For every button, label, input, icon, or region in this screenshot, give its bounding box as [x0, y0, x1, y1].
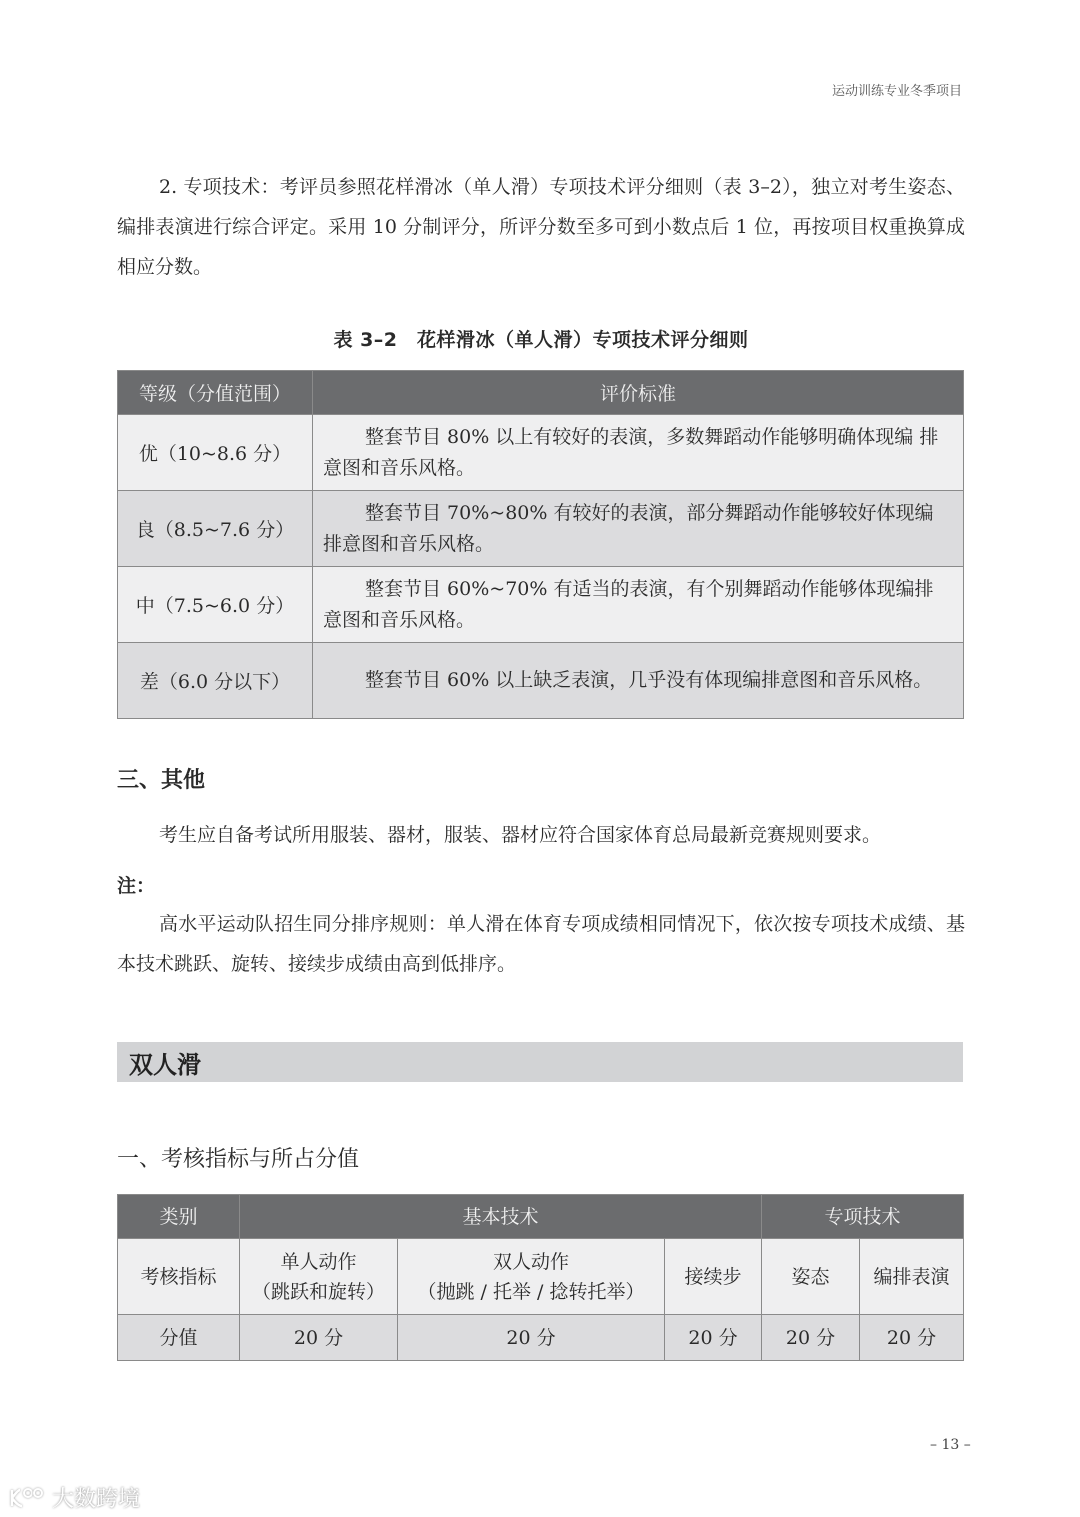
table-caption: 表 3–2 花样滑冰（单人滑）专项技术评分细则: [333, 329, 749, 351]
watermark: [8, 1482, 140, 1513]
other-paragraph: 考生应自备考试所用服装、器材，服装、器材应符合国家体育总局最新竞赛规则要求。: [159, 824, 882, 846]
pairs-banner-title: 双人滑: [129, 1050, 201, 1079]
section-heading-indicators: 一、考核指标与所占分值: [117, 1147, 360, 1172]
indicator-line2: （跳跃和旋转）: [251, 1280, 385, 1303]
table-row: [118, 567, 964, 643]
watermark-text: 大数跨境: [52, 1487, 141, 1512]
grade-cell: 优（10~8.6 分）: [118, 415, 313, 491]
group-basic: 基本技术: [240, 1195, 762, 1239]
table-row: [118, 643, 964, 719]
indicator-cell: 编排表演: [860, 1239, 964, 1315]
indicator-line2: （抛跳 / 托举 / 捻转托举）: [417, 1280, 645, 1303]
indicator-cell: 接续步: [665, 1239, 762, 1315]
intro-paragraph: 2. 专项技术：考评员参照花样滑冰（单人滑）专项技术评分细则（表 3–2），独立对考生姿态、编排表演进行综合评定。采用 10 分制评分，所评分数至多可到小数点后 1 位，再按项目权重换算成相应分数。: [117, 176, 965, 278]
criteria-cell: 整套节目 60% 以上缺乏表演，几乎没有体现编排意图和音乐风格。: [313, 643, 964, 719]
table-row: [118, 491, 964, 567]
indicator-line1: 双人动作: [492, 1250, 569, 1273]
score-cell: 20 分: [240, 1315, 398, 1361]
grade-cell: 中（7.5~6.0 分）: [118, 567, 313, 643]
table-row: [118, 415, 964, 491]
score-cell: 20 分: [398, 1315, 665, 1361]
score-label: 分值: [118, 1315, 240, 1361]
header-criteria: 评价标准: [313, 371, 964, 415]
criteria-cell: 整套节目 70%~80% 有较好的表演，部分舞蹈动作能够较好体现编排意图和音乐风格。: [313, 491, 964, 567]
criteria-cell: 整套节目 60%~70% 有适当的表演，有个别舞蹈动作能够体现编排意图和音乐风格。: [313, 567, 964, 643]
score-table: [117, 370, 964, 719]
score-cell: 20 分: [665, 1315, 762, 1361]
indicator-cell: [240, 1239, 398, 1315]
grade-cell: 良（8.5~7.6 分）: [118, 491, 313, 567]
indicator-row: [118, 1239, 964, 1315]
indicator-table: [117, 1194, 964, 1361]
criteria-cell: 整套节目 80% 以上有较好的表演，多数舞蹈动作能够明确体现编 排意图和音乐风格。: [313, 415, 964, 491]
group-special: 专项技术: [762, 1195, 964, 1239]
indicator-cell: 姿态: [762, 1239, 860, 1315]
note-paragraph: 高水平运动队招生同分排序规则：单人滑在体育专项成绩相同情况下，依次按专项技术成绩、基本技术跳跃、旋转、接续步成绩由高到低排序。: [117, 913, 965, 975]
grade-cell: 差（6.0 分以下）: [118, 643, 313, 719]
note-label: 注：: [117, 875, 156, 897]
score-row: [118, 1315, 964, 1361]
category-row: [118, 1195, 964, 1239]
indicator-cell: [398, 1239, 665, 1315]
section-heading-other: 三、其他: [117, 767, 206, 793]
page-number: – 13 –: [930, 1437, 971, 1453]
indicator-line1: 单人动作: [280, 1250, 357, 1273]
pairs-banner: [117, 1042, 963, 1082]
table-header-row: [118, 371, 964, 415]
score-cell: 20 分: [762, 1315, 860, 1361]
running-header: 运动训练专业冬季项目: [831, 84, 962, 99]
category-label: 类别: [118, 1195, 240, 1239]
header-grade: 等级（分值范围）: [118, 371, 313, 415]
kol-logo-icon: [8, 1486, 46, 1510]
indicator-label: 考核指标: [118, 1239, 240, 1315]
score-cell: 20 分: [860, 1315, 964, 1361]
